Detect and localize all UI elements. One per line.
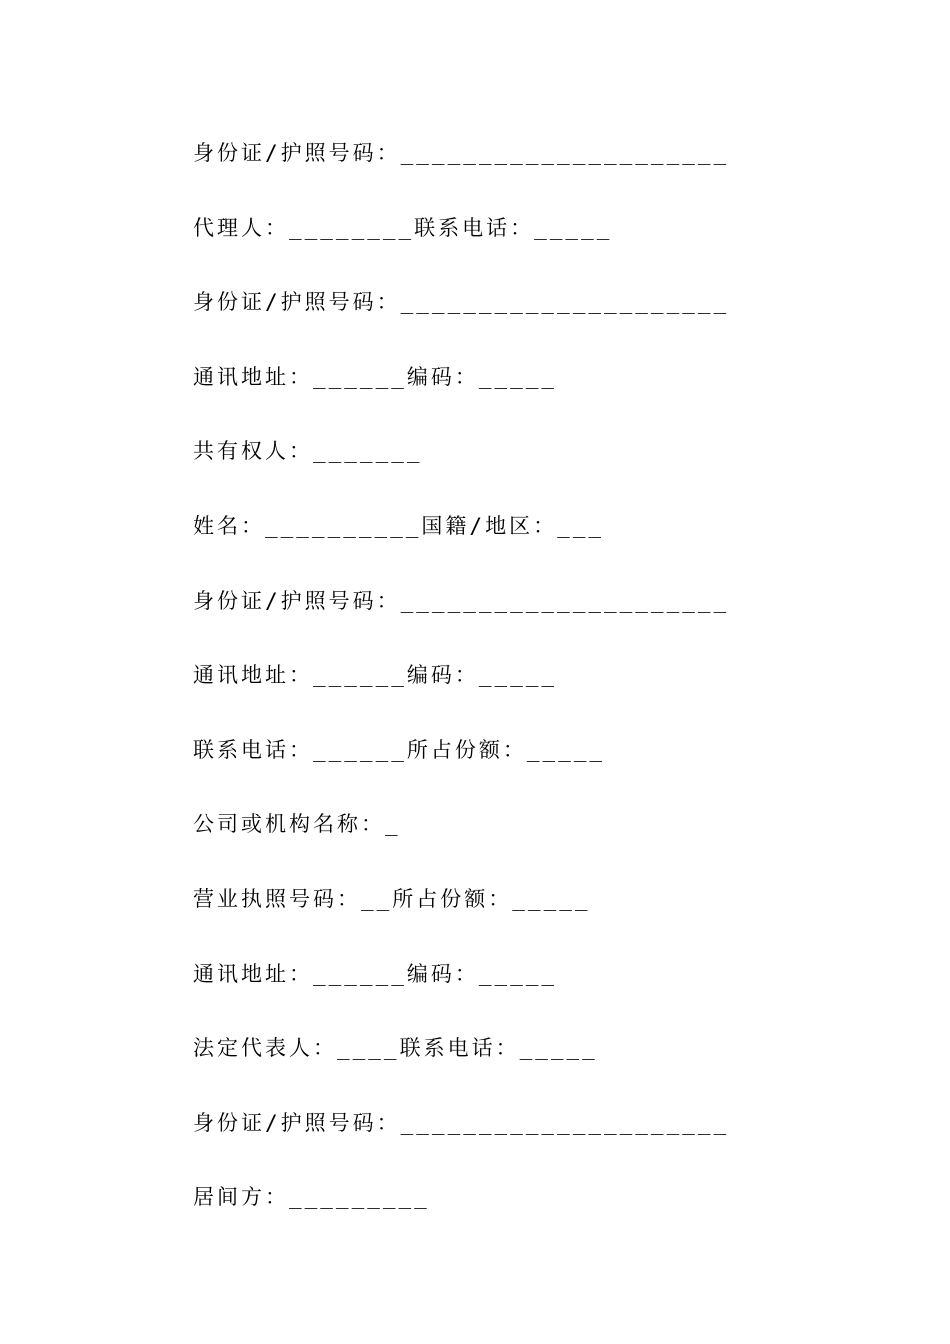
legal-rep-phone-line: 法定代表人：____联系电话：_____ <box>193 1036 598 1061</box>
id-passport-number-line: 身份证/护照号码：_____________________ <box>193 290 730 315</box>
company-name-line: 公司或机构名称：_ <box>193 812 401 837</box>
name-nationality-line: 姓名：__________国籍/地区：___ <box>193 513 605 538</box>
phone-share-line: 联系电话：______所占份额：_____ <box>193 737 606 762</box>
form-field-list <box>193 137 729 1256</box>
license-share-line: 营业执照号码：__所占份额：_____ <box>193 886 591 911</box>
address-postcode-line: 通讯地址：______编码：_____ <box>193 663 558 688</box>
co-owner-line: 共有权人：_______ <box>193 439 423 464</box>
id-passport-number-line: 身份证/护照号码：_____________________ <box>193 1110 730 1135</box>
intermediary-line: 居间方：_________ <box>193 1185 430 1210</box>
id-passport-number-line: 身份证/护照号码：_____________________ <box>193 141 730 165</box>
agent-phone-line: 代理人：________联系电话：_____ <box>193 215 613 240</box>
address-postcode-line: 通讯地址：______编码：_____ <box>193 961 558 986</box>
address-postcode-line: 通讯地址：______编码：_____ <box>193 364 558 389</box>
id-passport-number-line: 身份证/护照号码：_____________________ <box>193 588 730 613</box>
